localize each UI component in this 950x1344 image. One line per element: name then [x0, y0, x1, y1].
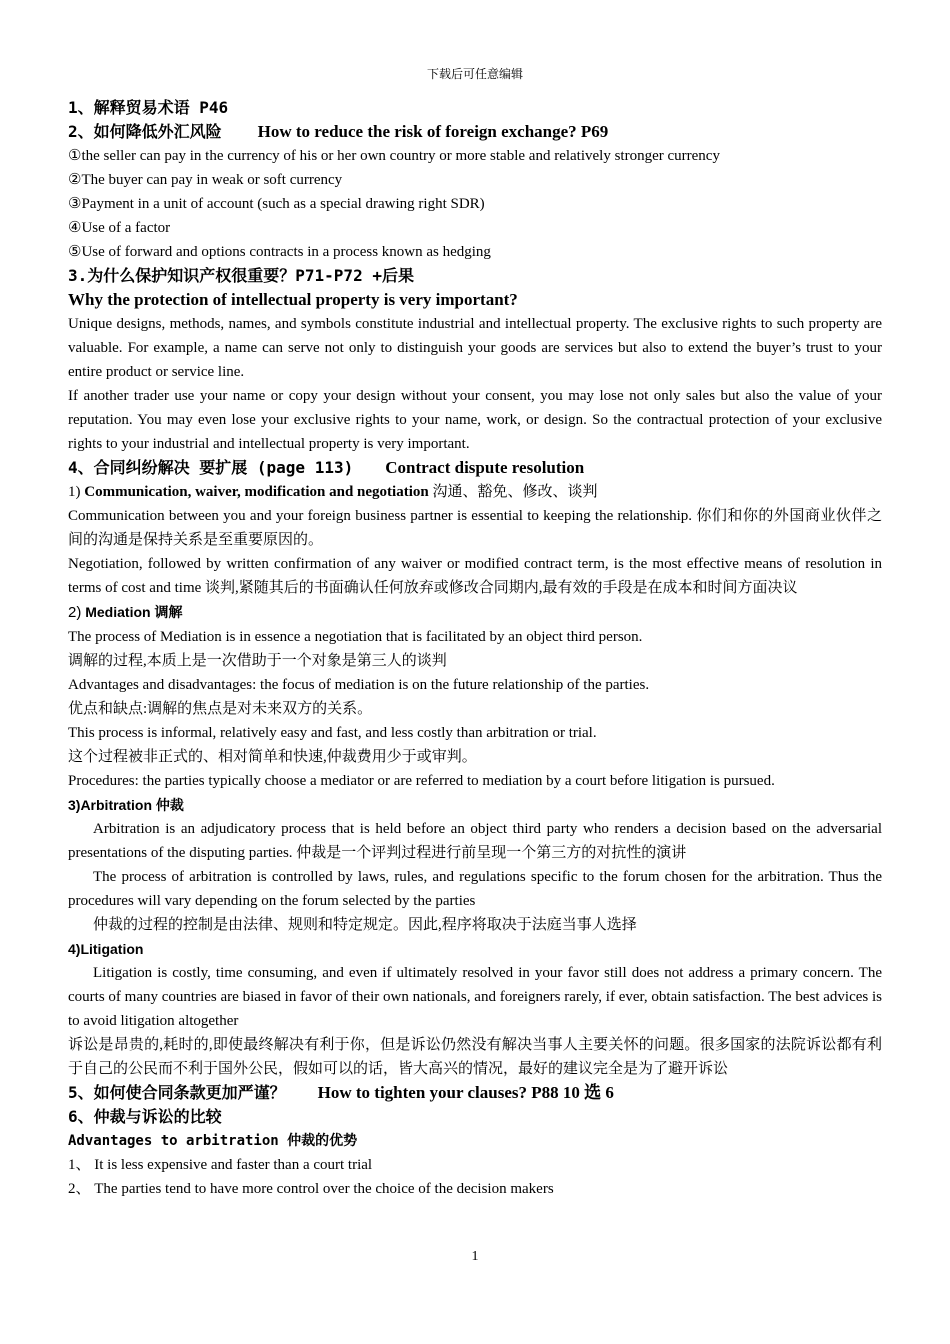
text-line: The process of Mediation is in essence a negotiation that is facilitated by an object third person.: [68, 629, 643, 645]
text-line: 优点和缺点:调解的焦点是对未来双方的关系。: [68, 701, 373, 717]
question-5-heading: 5、如何使合同条款更加严谨？ How to tighten your clauses? P88 10 选 6: [68, 1083, 614, 1102]
text-line: Procedures: the parties typically choose a mediator or are referred to mediation by a court before litigation is pursued.: [68, 773, 775, 789]
question-1-heading: 1、解释贸易术语 P46: [68, 98, 229, 117]
page-number: 1: [471, 1249, 479, 1264]
paragraph: Unique designs, methods, names, and symbols constitute industrial and intellectual property. The exclusive rights to such property are valuable. For example, a name can serve not only to distinguish your goods are services but also to extend the buyer’s trust to your entire product or service line.: [68, 316, 882, 380]
list-item: ⑤Use of forward and options contracts in a process known as hedging: [68, 244, 491, 260]
section-3-title: 3)Arbitration 仲裁: [68, 797, 184, 813]
advantages-title: Advantages to arbitration 仲裁的优势: [68, 1133, 358, 1149]
list-item: ③Payment in a unit of account (such as a special drawing right SDR): [68, 196, 485, 212]
document-body: [68, 96, 882, 1201]
list-item: ②The buyer can pay in weak or soft currency: [68, 172, 343, 188]
section-2-title: 2) Mediation 调解: [68, 604, 183, 621]
text-line: This process is informal, relatively easy and fast, and less costly than arbitration or trial.: [68, 725, 597, 741]
text-line: 调解的过程,本质上是一次借助于一个对象是第三人的谈判: [68, 653, 447, 669]
section-4-title: 4)Litigation: [68, 941, 144, 957]
paragraph: Communication between you and your foreign business partner is essential to keeping the relationship. 你们和你的外国商业伙伴之间的沟通是保持关系是至重要原因的。: [68, 508, 882, 548]
section-1-title: 1) Communication, waiver, modification and negotiation 沟通、豁免、修改、谈判: [68, 484, 598, 500]
paragraph: Arbitration is an adjudicatory process that is held before an object third party who renders a decision based on the adversarial presentations of the disputing parties. 仲裁是一个评判过程进行前呈现一个第三方的对抗性的演讲: [68, 821, 882, 861]
list-item: ④Use of a factor: [68, 220, 171, 236]
paragraph: 诉讼是昂贵的,耗时的,即使最终解决有利于你，但是诉讼仍然没有解决当事人主要关怀的问题。很多国家的法院诉讼都有利于自己的公民而不利于国外公民，假如可以的话，皆大高兴的情况，最好的建议完全是为了避开诉讼: [68, 1037, 882, 1077]
paragraph: The process of arbitration is controlled by laws, rules, and regulations specific to the forum chosen for the arbitration. Thus the procedures will vary depending on the forum selected by the parties: [68, 869, 882, 909]
paragraph: If another trader use your name or copy your design without your consent, you may lose not only sales but also the value of your reputation. You may even lose your exclusive rights to your name, work, or design. So the contractual protection of your exclusive rights to your industrial and intellectual property is very important.: [68, 388, 882, 452]
paragraph: 仲裁的过程的控制是由法律、规则和特定规定。因此,程序将取决于法庭当事人选择: [93, 917, 637, 933]
text-line: Advantages and disadvantages: the focus of mediation is on the future relationship of the parties.: [68, 677, 650, 693]
question-4-heading: 4、合同纠纷解决 要扩展 (page 113) Contract dispute resolution: [68, 458, 585, 477]
paragraph: Negotiation, followed by written confirmation of any waiver or modified contract term, is the most effective means of resolution in terms of cost and time 谈判,紧随其后的书面确认任何放弃或修改合同期内,最有效的手段是在成本和时间方面决议: [68, 556, 882, 596]
question-3-heading: 3.为什么保护知识产权很重要？P71-P72 +后果: [68, 266, 414, 285]
question-6-heading: 6、仲裁与诉讼的比较: [68, 1107, 222, 1126]
list-item: 1、 It is less expensive and faster than a court trial: [68, 1157, 373, 1173]
question-3-subheading: Why the protection of intellectual property is very important?: [68, 290, 518, 309]
list-item: 2、 The parties tend to have more control over the choice of the decision makers: [68, 1181, 554, 1197]
text-line: 这个过程被非正式的、相对简单和快速,仲裁费用少于或审判。: [68, 749, 477, 765]
page-header: 下载后可任意编辑: [426, 67, 523, 81]
list-item: ①the seller can pay in the currency of his or her own country or more stable and relatively stronger currency: [68, 148, 720, 164]
paragraph: Litigation is costly, time consuming, and even if ultimately resolved in your favor still does not address a primary concern. The courts of many countries are biased in favor of their own nationals, and foreigners rarely, if ever, obtain satisfaction. The best advices is to avoid litigation altogether: [68, 965, 882, 1029]
question-2-heading: 2、如何降低外汇风险 How to reduce the risk of foreign exchange? P69: [68, 122, 609, 141]
